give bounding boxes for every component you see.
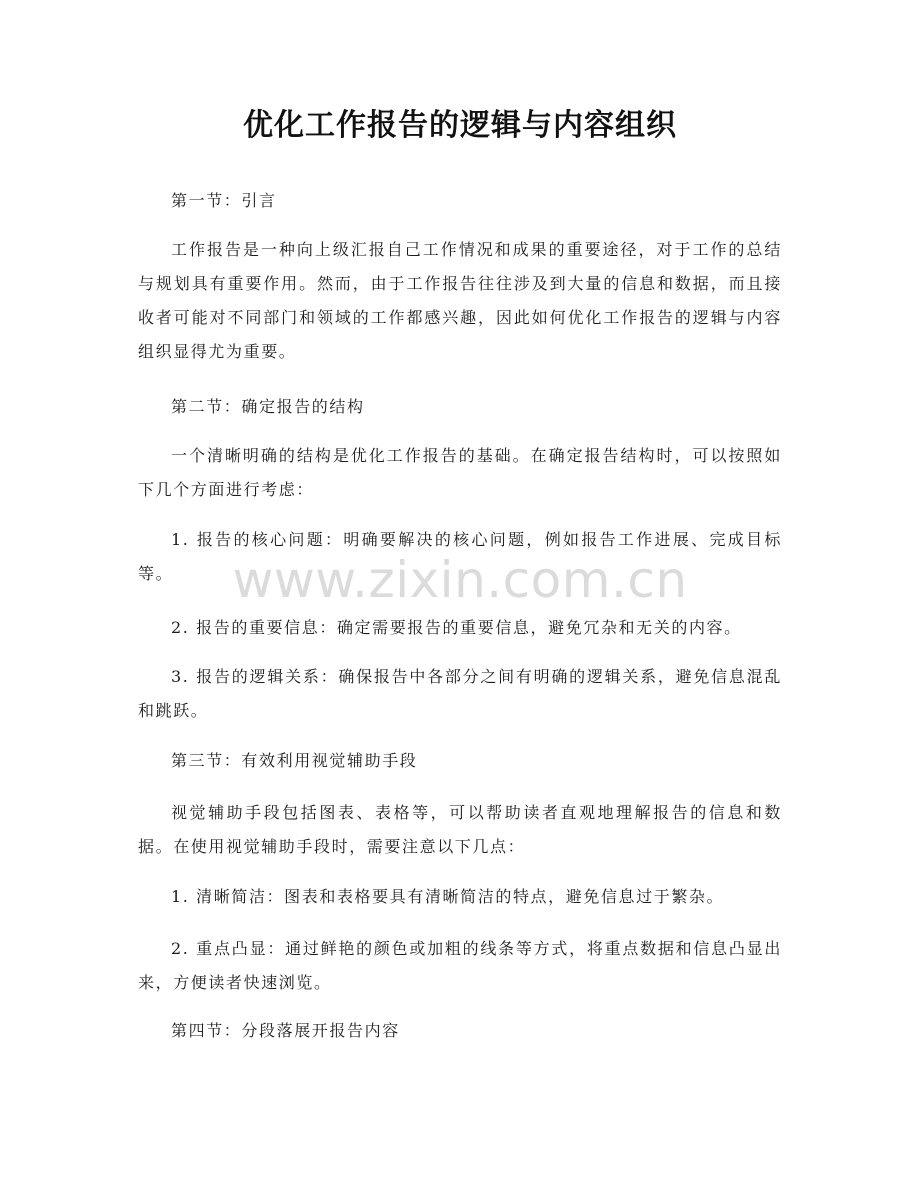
section-heading-2: 第二节：确定报告的结构	[171, 397, 365, 416]
section-heading-3: 第三节：有效利用视觉辅助手段	[171, 751, 418, 770]
section-2-list-item-3: 3. 报告的逻辑关系：确保报告中各部分之间有明确的逻辑关系，避免信息混乱和跳跃。	[138, 667, 782, 720]
watermark: www.zixin.com.cn	[232, 551, 688, 609]
section-2-list-item-1: 1. 报告的核心问题：明确要解决的核心问题，例如报告工作进展、完成目标等。	[138, 530, 782, 583]
section-3-list-item-1: 1. 清晰简洁：图表和表格要具有清晰简洁的特点，避免信息过于繁杂。	[171, 887, 725, 906]
section-heading-4: 第四节：分段落展开报告内容	[171, 1021, 400, 1040]
section-2-paragraph-1: 一个清晰明确的结构是优化工作报告的基础。在确定报告结构时，可以按照如下几个方面进行考虑：	[138, 446, 782, 499]
section-2-list-item-2: 2. 报告的重要信息：确定需要报告的重要信息，避免冗杂和无关的内容。	[171, 618, 742, 637]
section-3-paragraph-1: 视觉辅助手段包括图表、表格等，可以帮助读者直观地理解报告的信息和数据。在使用视觉辅助手段时，需要注意以下几点：	[138, 803, 782, 856]
section-1-paragraph-1: 工作报告是一种向上级汇报自己工作情况和成果的重要途径，对于工作的总结与规划具有重要作用。然而，由于工作报告往往涉及到大量的信息和数据，而且接收者可能对不同部门和领域的工作都感兴趣，因此如何优化工作报告的逻辑与内容组织显得尤为重要。	[138, 240, 782, 361]
section-heading-1: 第一节：引言	[171, 191, 277, 210]
section-3-list-item-2: 2. 重点凸显：通过鲜艳的颜色或加粗的线条等方式，将重点数据和信息凸显出来，方便读者快速浏览。	[138, 939, 782, 992]
document-title: 优化工作报告的逻辑与内容组织	[243, 108, 677, 143]
